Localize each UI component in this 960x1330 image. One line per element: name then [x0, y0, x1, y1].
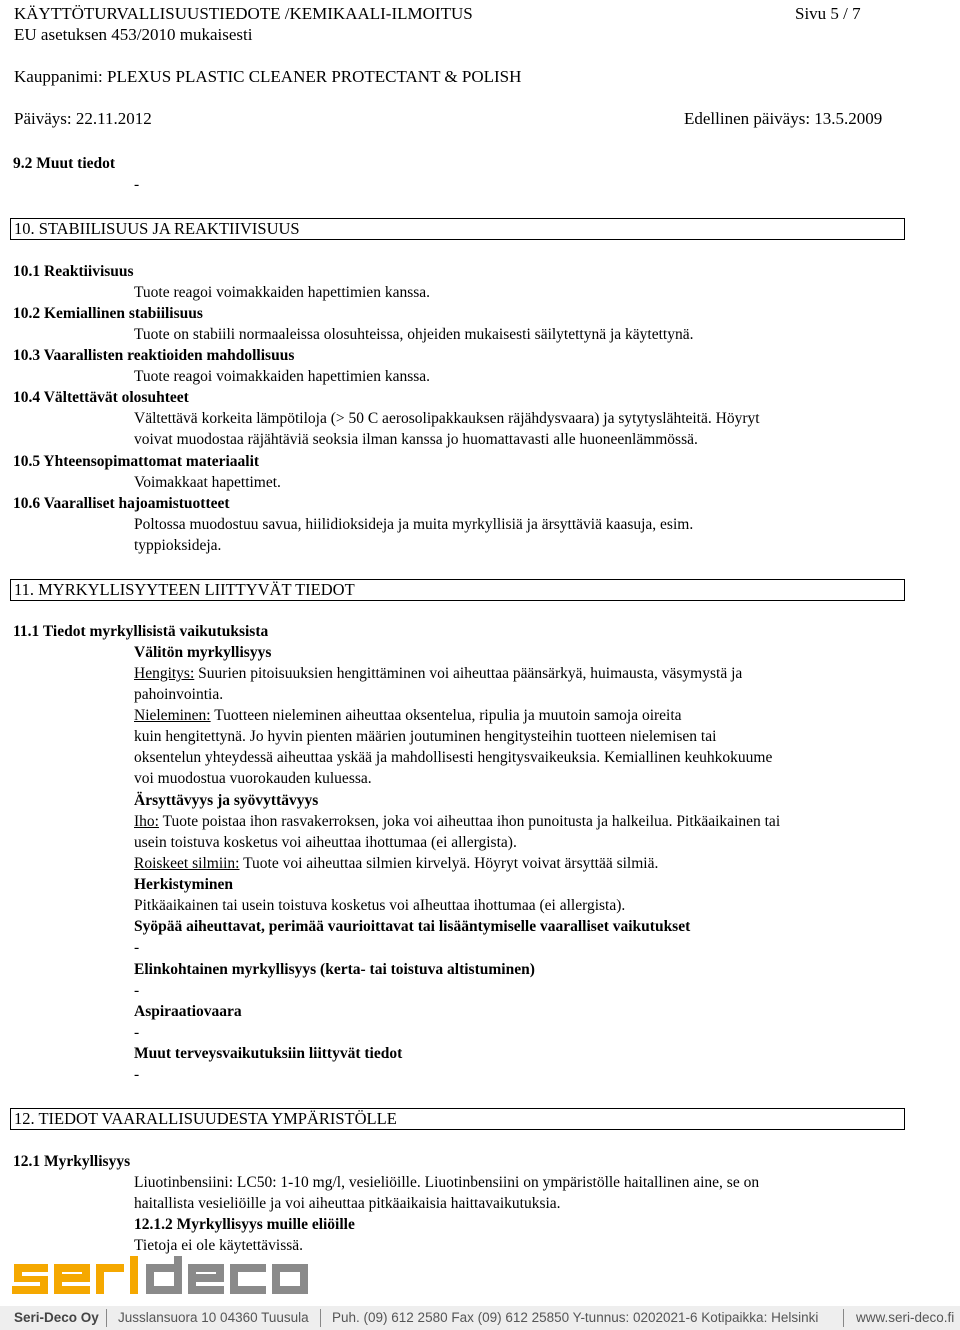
inhalation-text: Suurien pitoisuuksien hengittäminen voi aiheuttaa päänsärkyä, huimausta, väsymystä ja [194, 665, 743, 682]
section-10-6-text-1: Poltossa muodostuu savua, hiilidioksideja ja muita myrkyllisiä ja ärsyttäviä kaasuja, esim. [134, 516, 694, 533]
irritation-heading: Ärsyttävyys ja syövyttävyys [134, 792, 319, 809]
section-10-2-text: Tuote on stabiili normaaleissa olosuhteissa, ohjeiden mukaisesti säilytettynä ja käytettynä. [134, 326, 694, 343]
sensitisation-heading: Herkistyminen [134, 876, 234, 893]
section-10-6-text-2: typpioksideja. [134, 537, 222, 554]
section-10-5-text: Voimakkaat hapettimet. [134, 474, 281, 491]
acute-toxicity-heading: Välitön myrkyllisyys [134, 644, 272, 661]
section-10-heading: 10. STABIILISUUS JA REAKTIIVISUUS [10, 218, 905, 240]
section-10-4-text-2: voivat muodostaa räjähtäviä seoksia ilman kanssa jo huomattavasti alle huoneenlämmössä. [134, 431, 698, 448]
footer-separator [843, 1309, 844, 1327]
skin-label: Iho: [134, 813, 159, 830]
footer-bar [0, 1306, 960, 1330]
section-11-1-heading: 11.1 Tiedot myrkyllisistä vaikutuksista [13, 623, 269, 640]
footer-website-link[interactable]: www.seri-deco.fi [856, 1310, 955, 1325]
ingestion-line-3: oksentelun yhteydessä aiheuttaa yskää ja mahdollisesti hengitysvaikeuksia. Kemiallinen keuhkokuume [134, 749, 773, 766]
sensitisation-text: Pitkäaikainen tai usein toistuva kosketus voi aIheuttaa ihottumaa (ei allergista). [134, 897, 626, 914]
section-12-1-2-heading: 12.1.2 Myrkyllisyys muille eliöille [134, 1216, 355, 1233]
skin-line-2: usein toistuva kosketus voi aiheuttaa ihottumaa (ei allergista). [134, 834, 517, 851]
footer-phone: Puh. (09) 612 2580 Fax (09) 612 25850 Y-tunnus: 0202021-6 Kotipaikka: Helsinki [332, 1310, 819, 1325]
aspiration-dash: - [134, 1024, 140, 1041]
footer-company: Seri-Deco Oy [14, 1310, 99, 1325]
inhalation-line-2: pahoinvointia. [134, 686, 224, 703]
previous-date: Edellinen päiväys: 13.5.2009 [684, 109, 883, 128]
footer-separator [106, 1309, 107, 1327]
ingestion-line-2: kuin hengitettynä. Jo hyvin pienten määrien joutuminen hengitysteihin tuotteen nielemisen tai [134, 728, 717, 745]
ingestion-text: Tuotteen nieleminen aiheuttaa oksentelua, ripulia ja muutoin samoja oireita [210, 707, 682, 724]
cmr-heading: Syöpää aiheuttavat, perimää vaurioittavat tai lisääntymiselle vaaralliset vaikutukset [134, 918, 691, 935]
section-12-1-text-2: haitallista vesieliöille ja voi aiheuttaa pitkäaikaisia haittavaikutuksia. [134, 1195, 561, 1212]
section-9-2-heading: 9.2 Muut tiedot [13, 155, 116, 172]
eye-line [134, 854, 658, 874]
section-12-1-text-1: Liuotinbensiini: LC50: 1-10 mg/l, vesieliöille. Liuotinbensiini on ympäristölle haitallinen aine, se on [134, 1174, 760, 1191]
document-subtitle: EU asetuksen 453/2010 mukaisesti [14, 25, 253, 44]
ingestion-line-1 [134, 706, 682, 726]
section-12-1-heading: 12.1 Myrkyllisyys [13, 1153, 131, 1170]
stot-dash: - [134, 982, 140, 999]
eye-text: Tuote voi aiheuttaa silmien kirvelyä. Höyryt voivat ärsyttää silmiä. [239, 855, 659, 872]
section-10-2-heading: 10.2 Kemiallinen stabiilisuus [13, 305, 203, 322]
section-10-3-heading: 10.3 Vaarallisten reaktioiden mahdollisuus [13, 347, 295, 364]
page-number: Sivu 5 / 7 [795, 4, 861, 23]
section-10-6-heading: 10.6 Vaaralliset hajoamistuotteet [13, 495, 230, 512]
section-10-1-text: Tuote reagoi voimakkaiden hapettimien kanssa. [134, 284, 431, 301]
skin-text: Tuote poistaa ihon rasvakerroksen, joka voi aiheuttaa ihon punoitusta ja halkeilua. Pitkäaikainen tai [158, 813, 781, 830]
other-health-dash: - [134, 1066, 140, 1083]
skin-line-1 [134, 812, 780, 832]
trade-name: Kauppanimi: PLEXUS PLASTIC CLEANER PROTECTANT & POLISH [14, 67, 522, 86]
footer-separator [320, 1309, 321, 1327]
document-title: KÄYTTÖTURVALLISUUSTIEDOTE /KEMIKAALI-ILMOITUS [14, 4, 473, 23]
section-10-5-heading: 10.5 Yhteensopimattomat materiaalit [13, 453, 260, 470]
section-11-heading: 11. MYRKYLLISYYTEEN LIITTYVÄT TIEDOT [10, 579, 905, 601]
seri-deco-logo [10, 1254, 330, 1300]
cmr-dash: - [134, 939, 140, 956]
ingestion-label: Nieleminen: [134, 707, 211, 724]
other-health-heading: Muut terveysvaikutuksiin liittyvät tiedot [134, 1045, 403, 1062]
section-10-4-text-1: Vältettävä korkeita lämpötiloja (> 50 C aerosolipakkauksen räjähdysvaara) ja sytytyslähteitä. Höyryt [134, 410, 760, 427]
section-12-1-2-text: Tietoja ei ole käytettävissä. [134, 1237, 304, 1254]
stot-heading: Elinkohtainen myrkyllisyys (kerta- tai toistuva altistuminen) [134, 961, 535, 978]
section-10-1-heading: 10.1 Reaktiivisuus [13, 263, 134, 280]
section-12-heading: 12. TIEDOT VAARALLISUUDESTA YMPÄRISTÖLLE [10, 1108, 905, 1130]
footer-address: Jusslansuora 10 04360 Tuusula [118, 1310, 309, 1325]
aspiration-heading: Aspiraatiovaara [134, 1003, 242, 1020]
section-10-3-text: Tuote reagoi voimakkaiden hapettimien kanssa. [134, 368, 431, 385]
issue-date: Päiväys: 22.11.2012 [14, 109, 152, 128]
eye-label: Roiskeet silmiin: [134, 855, 240, 872]
ingestion-line-4: voi muodostua vuorokauden kuluessa. [134, 770, 372, 787]
section-10-4-heading: 10.4 Vältettävät olosuhteet [13, 389, 189, 406]
inhalation-label: Hengitys: [134, 665, 195, 682]
section-9-2-dash: - [134, 176, 140, 193]
inhalation-line-1 [134, 664, 742, 684]
